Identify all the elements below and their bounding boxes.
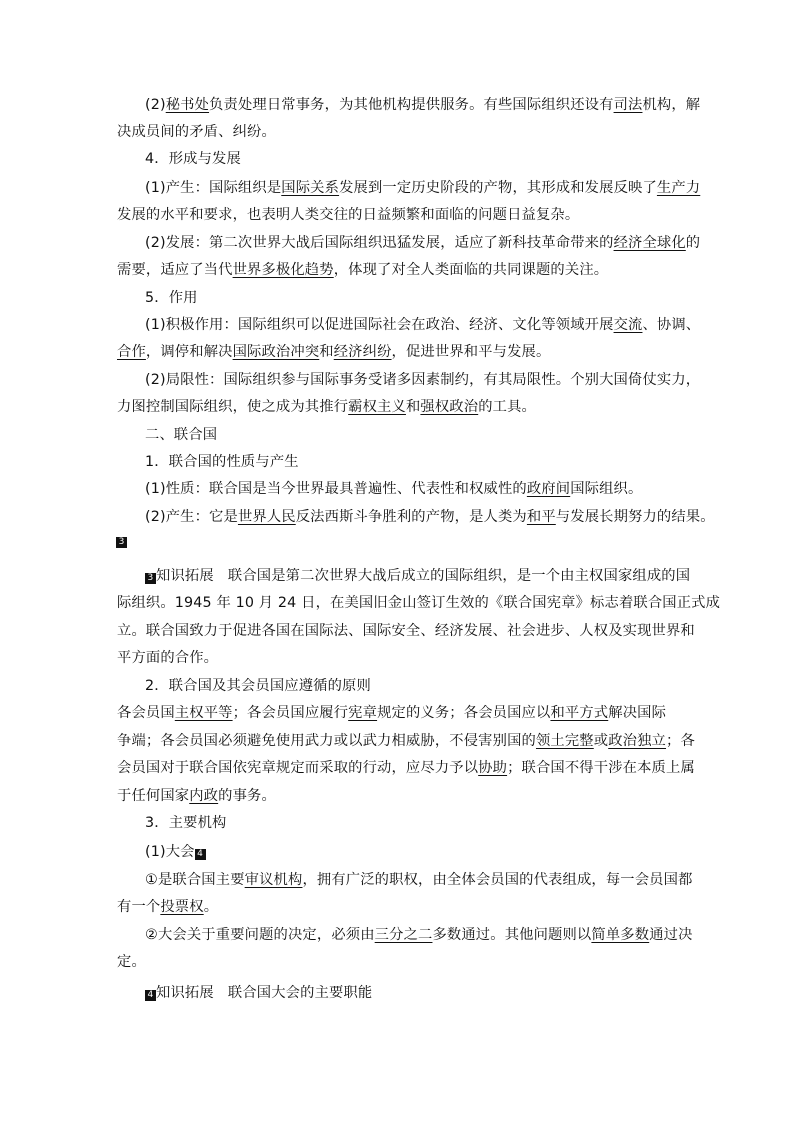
keyword-peace: 和平 (526, 509, 556, 525)
marker-3-icon: 3 (145, 573, 156, 584)
knowledge-extension-3-l3: 立。联合国致力于促进各国在国际法、国际安全、经济发展、社会进步、人权及实现世界和 (117, 623, 695, 639)
keyword-territorial-integrity: 领土完整 (535, 733, 594, 749)
heading-un-principles: 2．联合国及其会员国应遵循的原则 (145, 678, 371, 694)
keyword-political-independence: 政治独立 (608, 733, 667, 749)
keyword-sovereign-equality: 主权平等 (174, 705, 233, 721)
keyword-political-conflict: 国际政治冲突 (232, 344, 320, 360)
paragraph-ga-1: ①是联合国主要审议机构，拥有广泛的职权，由全体会员国的代表组成，每一会员国都 (145, 872, 693, 888)
paragraph-development-cont: 需要，适应了当代世界多极化趋势，体现了对全人类面临的共同课题的关注。 (117, 262, 609, 278)
keyword-intl-relations: 国际关系 (281, 180, 340, 196)
keyword-secretariat: 秘书处 (165, 97, 210, 113)
keyword-hegemonism: 霸权主义 (348, 399, 406, 415)
paragraph-positive-role-cont: 合作，调停和解决国际政治冲突和经济纠纷，促进世界和平与发展。 (117, 344, 551, 360)
paragraph-ga-2-cont: 定。 (117, 954, 146, 970)
keyword-assistance: 协助 (478, 760, 508, 776)
keyword-two-thirds: 三分之二 (374, 927, 433, 943)
keyword-judicial: 司法 (613, 97, 643, 113)
heading-formation: 4．形成与发展 (145, 151, 241, 167)
keyword-simple-majority: 简单多数 (591, 927, 650, 943)
paragraph-principles: 各会员国主权平等；各会员国应履行宪章规定的义务；各会员国应以和平方式解决国际 (117, 705, 667, 721)
paragraph-positive-role: (1)积极作用：国际组织可以促进国际社会在政治、经济、文化等领域开展交流、协调、 (145, 317, 701, 333)
paragraph-limitations-cont: 力图控制国际组织，使之成为其推行霸权主义和强权政治的工具。 (117, 399, 536, 415)
keyword-peaceful-means: 和平方式 (550, 705, 609, 721)
marker-4-icon: 4 (195, 849, 206, 860)
paragraph-ga-2: ②大会关于重要问题的决定，必须由三分之二多数通过。其他问题则以简单多数通过决 (145, 927, 693, 943)
paragraph-secretariat-cont: 决成员间的矛盾、纠纷。 (117, 124, 276, 140)
knowledge-extension-3-l2: 际组织。1945 年 10 月 24 日，在美国旧金山签订生效的《联合国宪章》标志着联合国正式成 (117, 595, 721, 611)
section-heading-un: 二、联合国 (145, 427, 218, 443)
heading-main-organs: 3．主要机构 (145, 815, 227, 831)
keyword-globalization: 经济全球化 (613, 235, 686, 251)
keyword-internal-affairs: 内政 (189, 788, 219, 804)
heading-general-assembly: (1)大会 4 (145, 842, 687, 862)
paragraph-secretariat: (2)秘书处负责处理日常事务，为其他机构提供服务。有些国际组织还设有司法机构，解 (145, 97, 701, 113)
keyword-intergovernmental: 政府间 (526, 481, 571, 497)
keyword-exchange: 交流 (613, 317, 643, 333)
paragraph-origin: (1)产生：国际组织是国际关系发展到一定历史阶段的产物，其形成和发展反映了生产力 (145, 180, 701, 196)
paragraph-un-nature: (1)性质：联合国是当今世界最具普遍性、代表性和权威性的政府间国际组织。 (145, 481, 643, 497)
knowledge-extension-4: 4 知识拓展 联合国大会的主要职能 (145, 983, 687, 1003)
keyword-multipolarization: 世界多极化趋势 (232, 262, 334, 278)
keyword-vote: 投票权 (160, 899, 204, 915)
marker-4-icon: 4 (145, 990, 156, 1001)
knowledge-extension-3: 3 知识拓展 联合国是第二次世界大战后成立的国际组织，是一个由主权国家组成的国 (145, 566, 687, 586)
keyword-economic-dispute: 经济纠纷 (333, 344, 392, 360)
paragraph-principles-l2: 争端；各会员国必须避免使用武力或以武力相威胁，不侵害别国的领土完整或政治独立；各 (117, 733, 695, 749)
footnote-marker-3: 3 (116, 537, 127, 548)
heading-role: 5．作用 (145, 290, 198, 306)
heading-un-nature: 1．联合国的性质与产生 (145, 454, 299, 470)
keyword-productivity: 生产力 (656, 180, 701, 196)
paragraph-ga-1-cont: 有一个投票权。 (117, 899, 219, 915)
keyword-world-people: 世界人民 (237, 509, 296, 525)
keyword-deliberative-body: 审议机构 (244, 872, 303, 888)
keyword-cooperation: 合作 (117, 344, 146, 360)
knowledge-extension-3-l4: 平方面的合作。 (117, 650, 219, 666)
paragraph-origin-cont: 发展的水平和要求，也表明人类交往的日益频繁和面临的问题日益复杂。 (117, 207, 580, 223)
paragraph-principles-l3: 会员国对于联合国依宪章规定而采取的行动，应尽力予以协助；联合国不得干涉在本质上属 (117, 760, 695, 776)
keyword-power-politics: 强权政治 (420, 399, 479, 415)
paragraph-un-origin: (2)产生：它是世界人民反法西斯斗争胜利的产物，是人类为和平与发展长期努力的结果。 (145, 509, 715, 525)
paragraph-development: (2)发展：第二次世界大战后国际组织迅猛发展，适应了新科技革命带来的经济全球化的 (145, 235, 701, 251)
paragraph-principles-l4: 于任何国家内政的事务。 (117, 788, 276, 804)
keyword-charter: 宪章 (348, 705, 378, 721)
paragraph-limitations: (2)局限性：国际组织参与国际事务受诸多因素制约，有其局限性。个别大国倚仗实力， (145, 372, 701, 388)
